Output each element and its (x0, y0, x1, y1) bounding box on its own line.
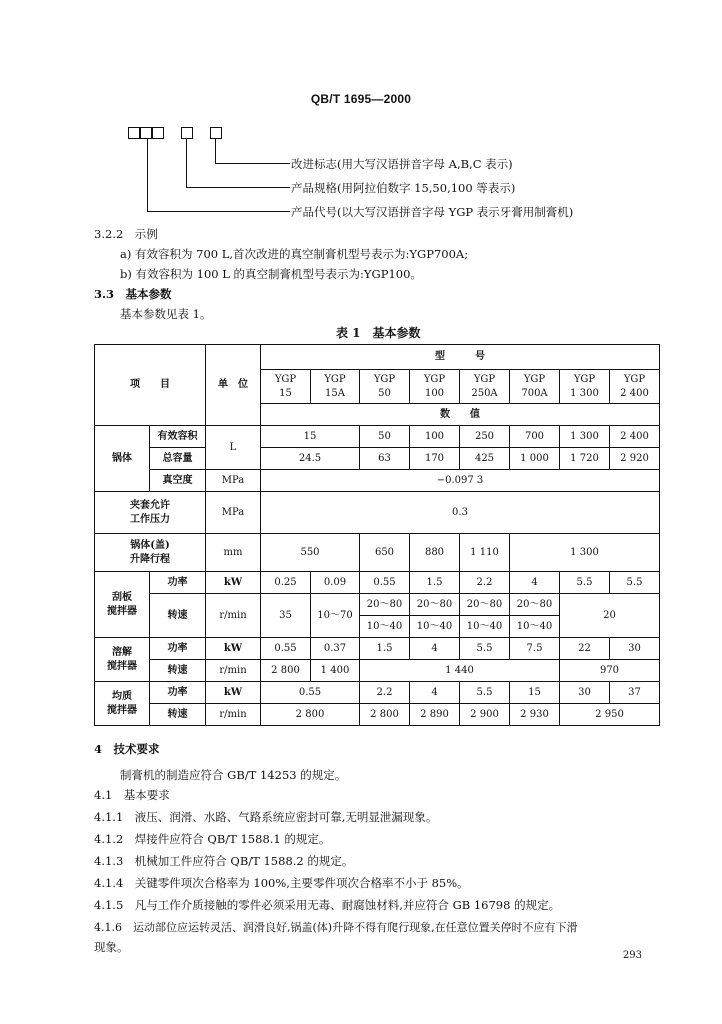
header-unit: 单 位 (206, 345, 261, 426)
value-cell: 7.5 (510, 638, 560, 660)
value-cell: 2 800 (360, 704, 410, 726)
value-cell: 5.5 (610, 572, 660, 594)
value-cell: 20～80 (360, 594, 410, 616)
value-cell: 10～40 (360, 616, 410, 638)
row-label: 功率 (150, 638, 206, 660)
value-cell: 2 800 (261, 660, 311, 682)
value-cell: 2.2 (460, 572, 510, 594)
header-model: 型 号 (261, 345, 660, 370)
model-cell: YGP 250A (460, 370, 510, 404)
paragraph: 制膏机的制造应符合 GB/T 14253 的规定。 (120, 768, 347, 782)
row-label: 有效容积 (150, 426, 206, 448)
value-cell: 2 900 (460, 704, 510, 726)
value-cell: 5.5 (460, 638, 510, 660)
model-cell: YGP 1 300 (560, 370, 610, 404)
value-cell: 22 (560, 638, 610, 660)
unit-cell: kW (206, 682, 261, 704)
row-label: 转速 (150, 594, 206, 638)
row-label: 真空度 (150, 470, 206, 492)
unit-cell: L (206, 426, 261, 470)
value-cell: 2 930 (510, 704, 560, 726)
value-cell: 10～40 (410, 616, 460, 638)
value-cell: 0.09 (311, 572, 360, 594)
legend-product-spec: 产品规格(用阿拉伯数字 15,50,100 等表示) (291, 181, 516, 195)
value-cell: 50 (360, 426, 410, 448)
value-cell: 0.25 (261, 572, 311, 594)
model-cell: YGP 15A (311, 370, 360, 404)
section-heading: 3.2.2 示例 (94, 227, 158, 241)
value-cell: 4 (410, 682, 460, 704)
row-label: 功率 (150, 572, 206, 594)
subsection-heading: 4.1 基本要求 (94, 788, 170, 802)
value-cell: 10～70 (311, 594, 360, 638)
value-cell: 1.5 (360, 638, 410, 660)
value-cell: 1 300 (510, 534, 660, 572)
unit-cell: kW (206, 638, 261, 660)
value-cell: 0.55 (261, 682, 360, 704)
paragraph: 基本参数见表 1。 (120, 307, 212, 321)
value-cell: 4 (410, 638, 460, 660)
row-label: 转速 (150, 660, 206, 682)
requirement-item: 4.1.1 液压、润滑、水路、气路系统应密封可靠,无明显泄漏现象。 (94, 810, 438, 824)
value-cell: 550 (261, 534, 360, 572)
value-cell: 35 (261, 594, 311, 638)
value-cell: 5.5 (560, 572, 610, 594)
model-cell: YGP 50 (360, 370, 410, 404)
value-cell: 20～80 (460, 594, 510, 616)
value-cell: 1 720 (560, 448, 610, 470)
row-label: 转速 (150, 704, 206, 726)
value-cell: 2 800 (261, 704, 360, 726)
model-cell: YGP 2 400 (610, 370, 660, 404)
unit-cell: MPa (206, 492, 261, 534)
requirement-item: 4.1.5 凡与工作介质接触的零件必须采用无毒、耐腐蚀材料,并应符合 GB 16798 的规定。 (94, 898, 561, 912)
value-cell: 30 (610, 638, 660, 660)
value-cell: 1 400 (311, 660, 360, 682)
value-cell: 2.2 (360, 682, 410, 704)
value-cell: 2 400 (610, 426, 660, 448)
unit-cell: MPa (206, 470, 261, 492)
value-cell: 1.5 (410, 572, 460, 594)
unit-cell: r/min (206, 704, 261, 726)
group-label: 刮板 搅拌器 (95, 572, 150, 638)
unit-cell: kW (206, 572, 261, 594)
header-item: 项 目 (95, 345, 206, 426)
value-cell: 250 (460, 426, 510, 448)
requirement-item: 4.1.4 关键零件项次合格率为 100%,主要零件项次合格率不小于 85%。 (94, 876, 469, 890)
value-cell: 1 000 (510, 448, 560, 470)
value-cell: 5.5 (460, 682, 510, 704)
code-box (140, 127, 152, 139)
group-label: 溶解 搅拌器 (95, 638, 150, 682)
row-label: 总容量 (150, 448, 206, 470)
value-cell: 2 890 (410, 704, 460, 726)
code-box (152, 127, 164, 139)
group-label: 均质 搅拌器 (95, 682, 150, 726)
value-cell: 37 (610, 682, 660, 704)
page-header: QB/T 1695—2000 (310, 92, 412, 106)
value-cell: 1 110 (460, 534, 510, 572)
value-cell: 2 950 (560, 704, 660, 726)
code-box (210, 127, 222, 139)
value-cell: −0.097 3 (261, 470, 660, 492)
page-number: 293 (622, 950, 642, 961)
value-cell: 1 440 (360, 660, 560, 682)
example-item: a) 有效容积为 700 L,首次改进的真空制膏机型号表示为:YGP700A; (120, 247, 469, 261)
legend-improvement-mark: 改进标志(用大写汉语拼音字母 A,B,C 表示) (291, 157, 513, 171)
section-heading: 3.3 基本参数 (94, 287, 172, 301)
example-item: b) 有效容积为 100 L 的真空制膏机型号表示为:YGP100。 (120, 267, 422, 281)
value-cell: 20～80 (410, 594, 460, 616)
section-heading: 4 技术要求 (94, 742, 160, 756)
value-cell: 20 (560, 594, 660, 638)
value-cell: 650 (360, 534, 410, 572)
value-cell: 0.55 (261, 638, 311, 660)
code-box (181, 127, 193, 139)
value-cell: 4 (510, 572, 560, 594)
value-cell: 970 (560, 660, 660, 682)
value-cell: 2 920 (610, 448, 660, 470)
header-values: 数 值 (261, 404, 660, 426)
requirement-item-continuation: 现象。 (94, 940, 129, 954)
value-cell: 10～40 (510, 616, 560, 638)
row-label: 锅体(盖) 升降行程 (95, 534, 206, 572)
value-cell: 10～40 (460, 616, 510, 638)
model-cell: YGP 15 (261, 370, 311, 404)
connector-line (186, 139, 187, 187)
parameter-table (94, 344, 660, 726)
value-cell: 1 300 (560, 426, 610, 448)
unit-cell: r/min (206, 594, 261, 638)
legend-product-code: 产品代号(以大写汉语拼音字母 YGP 表示牙膏用制膏机) (291, 205, 574, 219)
connector-line (186, 187, 290, 188)
requirement-item: 4.1.3 机械加工件应符合 QB/T 1588.2 的规定。 (94, 854, 354, 868)
value-cell: 24.5 (261, 448, 360, 470)
connector-line (147, 139, 148, 211)
value-cell: 15 (261, 426, 360, 448)
group-label: 锅体 (95, 426, 150, 492)
value-cell: 700 (510, 426, 560, 448)
connector-line (215, 139, 216, 163)
value-cell: 30 (560, 682, 610, 704)
unit-cell: mm (206, 534, 261, 572)
unit-cell: r/min (206, 660, 261, 682)
value-cell: 63 (360, 448, 410, 470)
value-cell: 15 (510, 682, 560, 704)
value-cell: 100 (410, 426, 460, 448)
row-label: 功率 (150, 682, 206, 704)
code-box (128, 127, 140, 139)
connector-line (215, 163, 290, 164)
value-cell: 0.3 (261, 492, 660, 534)
value-cell: 425 (460, 448, 510, 470)
value-cell: 880 (410, 534, 460, 572)
requirement-item: 4.1.6 运动部位应运转灵活、润滑良好,锅盖(体)升降不得有爬行现象,在任意位置关停时不应有下滑 (94, 921, 578, 934)
model-cell: YGP 700A (510, 370, 560, 404)
value-cell: 0.55 (360, 572, 410, 594)
table-caption: 表 1 基本参数 (336, 326, 421, 340)
connector-line (147, 211, 290, 212)
requirement-item: 4.1.2 焊接件应符合 QB/T 1588.1 的规定。 (94, 832, 331, 846)
value-cell: 170 (410, 448, 460, 470)
model-cell: YGP 100 (410, 370, 460, 404)
value-cell: 0.37 (311, 638, 360, 660)
value-cell: 20～80 (510, 594, 560, 616)
row-label: 夹套允许 工作压力 (95, 492, 206, 534)
